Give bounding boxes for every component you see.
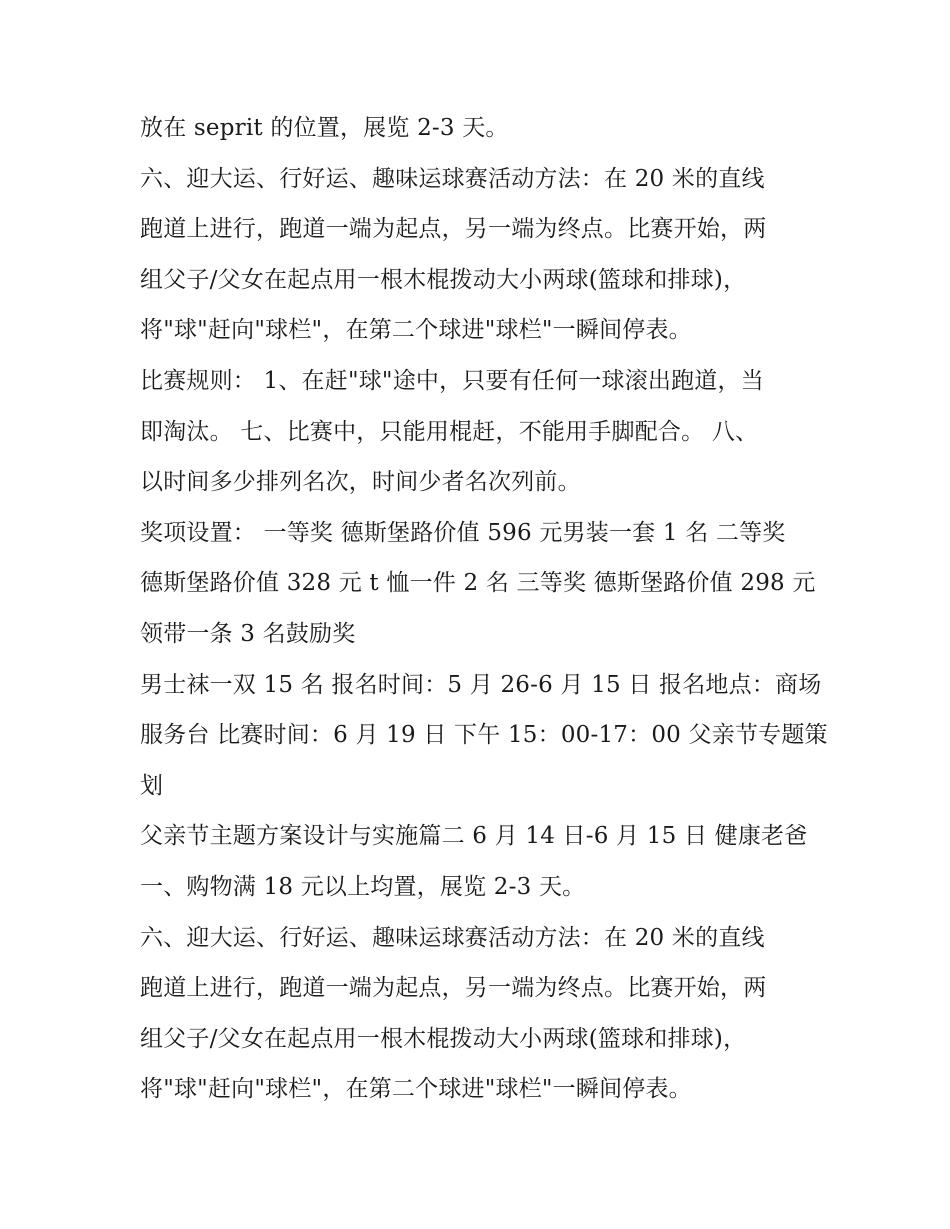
text-line: 将"球"赶向"球栏"，在第二个球进"球栏"一瞬间停表。: [140, 317, 692, 344]
text-line: 男士袜一双 15 名 报名时间：5 月 26-6 月 15 日 报名地点：商场: [140, 671, 822, 698]
text-line: 德斯堡路价值 328 元 t 恤一件 2 名 三等奖 德斯堡路价值 298 元: [140, 570, 816, 597]
text-line: 跑道上进行，跑道一端为起点，另一端为终点。比赛开始，两: [140, 216, 767, 243]
text-line: 比赛规则： 1、在赶"球"途中，只要有任何一球滚出跑道，当: [140, 367, 764, 394]
text-line: 组父子/父女在起点用一根木棍拨动大小两球(篮球和排球)，: [140, 1025, 747, 1052]
text-line: 即淘汰。 七、比赛中，只能用棍赶，不能用手脚配合。 八、: [140, 418, 759, 445]
document-body: [140, 103, 828, 1115]
text-line: 放在 seprit 的位置，展览 2-3 天。: [140, 115, 509, 141]
text-line: 一、购物满 18 元以上均置，展览 2-3 天。: [140, 873, 586, 900]
text-line: 划: [140, 772, 164, 799]
text-line: 服务台 比赛时间：6 月 19 日 下午 15：00-17：00 父亲节专题策: [140, 722, 828, 749]
text-line: 跑道上进行，跑道一端为起点，另一端为终点。比赛开始，两: [140, 975, 767, 1002]
text-line: 组父子/父女在起点用一根木棍拨动大小两球(篮球和排球)，: [140, 266, 747, 293]
text-line: 将"球"赶向"球栏"，在第二个球进"球栏"一瞬间停表。: [140, 1076, 692, 1103]
text-line: 领带一条 3 名鼓励奖: [140, 620, 356, 647]
text-line: 奖项设置： 一等奖 德斯堡路价值 596 元男装一套 1 名 二等奖: [140, 519, 786, 546]
text-line: 六、迎大运、行好运、趣味运球赛活动方法：在 20 米的直线: [140, 165, 765, 192]
text-line: 六、迎大运、行好运、趣味运球赛活动方法：在 20 米的直线: [140, 924, 765, 951]
text-line: 以时间多少排列名次，时间少者名次列前。: [140, 469, 581, 496]
text-line: 父亲节主题方案设计与实施篇二 6 月 14 日-6 月 15 日 健康老爸: [140, 823, 808, 850]
